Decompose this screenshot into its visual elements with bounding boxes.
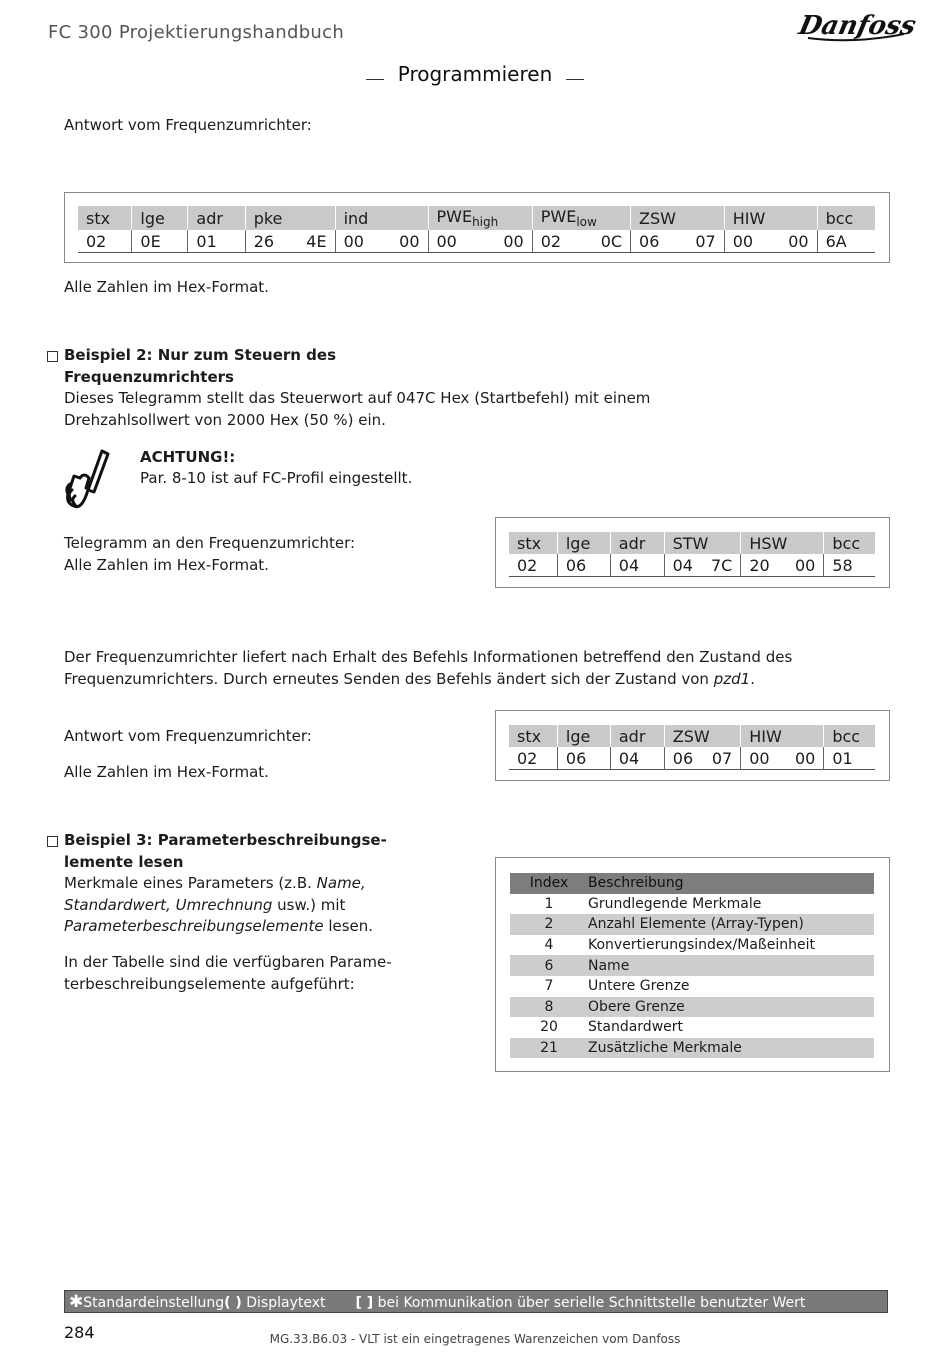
description-row-index: 2	[510, 914, 588, 935]
control-telegram-cell-3: 04	[610, 554, 664, 577]
description-elements-frame	[495, 857, 890, 1072]
example2-heading: Beispiel 2: Nur zum Steuern des Frequenzumrichters	[64, 346, 336, 386]
description-row-text: Name	[588, 955, 874, 976]
answer-telegram-cell-7: 02 0C	[532, 230, 630, 253]
example3-body2: In der Tabelle sind die verfügbaren Parame- terbeschreibungselemente aufgeführt:	[64, 953, 392, 993]
description-row-index: 20	[540, 1019, 558, 1036]
description-row-text: Untere Grenze	[588, 978, 690, 995]
control-telegram-cell-1: 02	[509, 554, 557, 577]
description-row	[510, 955, 874, 976]
answer-telegram-header-7: $PWE_{low}$	[532, 206, 630, 230]
answer-telegram-header-2: lge	[132, 206, 188, 230]
description-elements-table	[510, 873, 874, 1058]
description-row	[510, 935, 874, 956]
example2-body: Dieses Telegramm stellt das Steuerwort auf 047C Hex (Startbefehl) mit einem Drehzahlsollwert von 2000 Hex (50 %) ein.	[64, 389, 651, 429]
answer-telegram-cell-5: 00 00	[335, 230, 428, 253]
answer-telegram-header-5: ind	[335, 206, 428, 230]
answer-telegram-cell-4: 26 4E	[245, 230, 335, 253]
description-row-index: 4	[544, 937, 554, 954]
answer2-hex-note: Alle Zahlen im Hex-Format.	[64, 763, 269, 781]
description-row-index: 6	[510, 955, 588, 976]
control-telegram-cell-4: 04 7C	[664, 554, 741, 577]
document-title: FC 300 Projektierungshandbuch	[48, 22, 345, 43]
answer-telegram-cell-2: 0E	[132, 230, 188, 253]
answer-telegram-cell-8: 06 07	[631, 230, 725, 253]
answer-telegram-header-1: stx	[78, 206, 132, 230]
title-dash-right	[566, 79, 584, 80]
control-telegram-cell-2: 06	[557, 554, 610, 577]
description-row	[510, 914, 874, 935]
description-row-text: Grundlegende Merkmale	[588, 895, 762, 912]
description-row-index: 8	[510, 997, 588, 1018]
answer-telegram-cell-3: 01	[188, 230, 245, 253]
response-telegram-header-2: lge	[557, 725, 610, 747]
description-row-index: 1	[544, 895, 554, 912]
default-star-icon: ✱	[69, 1292, 84, 1312]
description-row-text: Obere Grenze	[588, 997, 874, 1018]
response-telegram-cell-6: 01	[824, 747, 875, 770]
answer-table-frame	[64, 192, 890, 263]
page-number: 284	[64, 1323, 95, 1342]
description-row-text: Konvertierungsindex/Maßeinheit	[588, 937, 815, 954]
answer-telegram-header-8: ZSW	[631, 206, 725, 230]
description-row-index: 7	[544, 978, 554, 995]
description-row	[510, 976, 874, 997]
control-telegram-frame	[495, 517, 890, 588]
answer-telegram-header-3: adr	[188, 206, 245, 230]
example3-heading: Beispiel 3: Parameterbeschreibungse- lemente lesen	[64, 831, 387, 871]
description-row	[510, 1038, 874, 1059]
description-row-text: Zusätzliche Merkmale	[588, 1038, 874, 1059]
response-telegram-header-4: ZSW	[664, 725, 740, 747]
control-telegram-header-4: STW	[664, 532, 741, 554]
status-paragraph: Der Frequenzumrichter liefert nach Erhalt des Befehls Informationen betreffend den Zustand des Frequenzumrichters. Durch erneutes Senden des Befehls ändert sich der Zustand von pzd1.	[64, 648, 793, 688]
example2-bullet	[47, 351, 58, 362]
answer-intro: Antwort vom Frequenzumrichter:	[64, 116, 312, 134]
hex-format-note: Alle Zahlen im Hex-Format.	[64, 278, 269, 296]
danfoss-logo	[796, 4, 919, 48]
control-telegram-header-5: HSW	[741, 532, 824, 554]
control-telegram-header-3: adr	[610, 532, 664, 554]
legend-display: Displaytext	[241, 1295, 326, 1311]
control-telegram-table	[509, 532, 875, 577]
legend-default: Standardeinstellung	[83, 1295, 225, 1311]
description-row	[510, 997, 874, 1018]
footer-note: MG.33.B6.03 - VLT ist ein eingetragenes Warenzeichen vom Danfoss	[269, 1332, 681, 1346]
answer-telegram-table	[78, 206, 875, 253]
legend-paren: ( )	[224, 1295, 242, 1311]
answer-telegram-cell-10: 6A	[817, 230, 875, 253]
control-telegram-header-2: lge	[557, 532, 610, 554]
control-telegram-cell-6: 58	[824, 554, 875, 577]
warning-title: ACHTUNG!:	[140, 448, 236, 466]
response-telegram-header-1: stx	[509, 725, 557, 747]
answer-telegram-header-4: pke	[245, 206, 335, 230]
response-telegram-cell-4: 06 07	[664, 747, 740, 770]
description-row-text: Anzahl Elemente (Array-Typen)	[588, 914, 874, 935]
response-telegram-table	[509, 725, 875, 770]
legend-bracket: [ ]	[355, 1295, 374, 1311]
answer2-caption: Antwort vom Frequenzumrichter:	[64, 727, 312, 745]
legend-bar	[64, 1290, 888, 1313]
description-row	[510, 894, 874, 915]
answer-telegram-cell-6: 00 00	[428, 230, 532, 253]
title-dash-left	[366, 79, 384, 80]
telegram-caption: Telegramm an den Frequenzumrichter: Alle Zahlen im Hex-Format.	[64, 534, 356, 574]
response-telegram-header-3: adr	[610, 725, 664, 747]
answer-telegram-header-9: HIW	[724, 206, 817, 230]
svg-text:Danfoss: Danfoss	[796, 10, 919, 41]
answer-telegram-cell-9: 00 00	[724, 230, 817, 253]
section-title: Programmieren	[0, 62, 950, 86]
description-row	[510, 1017, 874, 1038]
answer-telegram-cell-1: 02	[78, 230, 132, 253]
response-telegram-cell-1: 02	[509, 747, 557, 770]
control-telegram-header-1: stx	[509, 532, 557, 554]
description-header: Beschreibung	[588, 873, 874, 894]
legend-serial: bei Kommunikation über serielle Schnittstelle benutzter Wert	[373, 1295, 806, 1311]
example3-body: Merkmale eines Parameters (z.B. Name, Standardwert, Umrechnung usw.) mit Parameterbeschreibungselemente lesen.	[64, 874, 374, 935]
control-telegram-cell-5: 20 00	[741, 554, 824, 577]
response-telegram-cell-2: 06	[557, 747, 610, 770]
index-header: Index	[510, 873, 588, 894]
example3-bullet	[47, 836, 58, 847]
description-row-text: Standardwert	[588, 1019, 683, 1036]
control-telegram-header-6: bcc	[824, 532, 875, 554]
response-telegram-frame	[495, 710, 890, 781]
answer-telegram-header-10: bcc	[817, 206, 875, 230]
response-telegram-header-6: bcc	[824, 725, 875, 747]
response-telegram-cell-3: 04	[610, 747, 664, 770]
response-telegram-cell-5: 00 00	[741, 747, 824, 770]
response-telegram-header-5: HIW	[741, 725, 824, 747]
answer-telegram-header-6: $PWE_{high}$	[428, 206, 532, 230]
pointing-hand-icon	[62, 448, 112, 514]
description-row-index: 21	[510, 1038, 588, 1059]
warning-text: Par. 8-10 ist auf FC-Profil eingestellt.	[140, 469, 413, 487]
